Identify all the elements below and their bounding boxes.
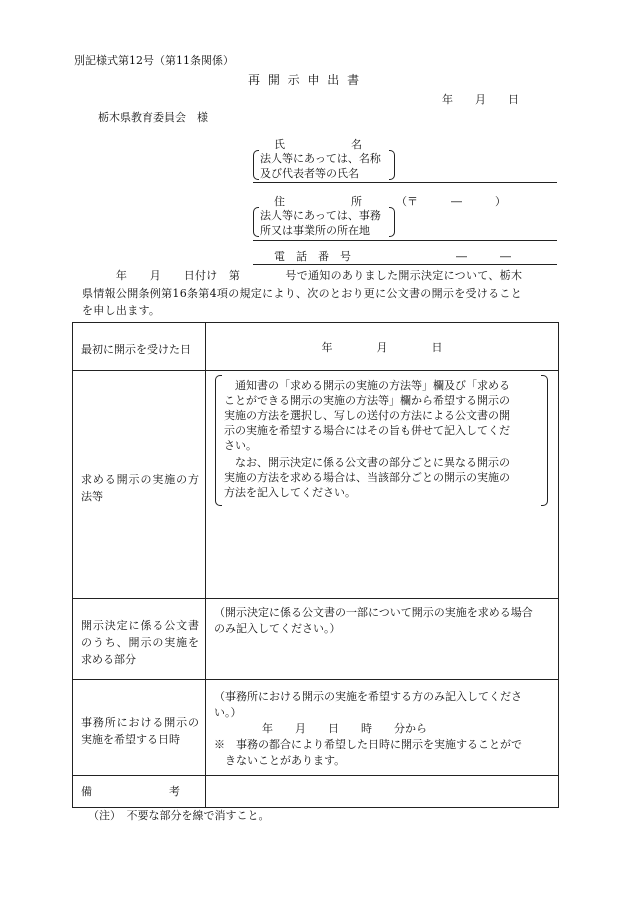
table-row [73, 323, 559, 371]
table-row [73, 371, 559, 599]
footnote: （注） 不要な部分を線で消すこと。 [88, 809, 270, 822]
datetime-caution-line1: ※ 事務の都合により希望した日時に開示を実施することがで [214, 738, 522, 751]
name-label: 氏 名 [274, 138, 362, 151]
partial-note-line2: のみ記入してください。） [214, 622, 341, 635]
partial-note-line1: （開示決定に係る公文書の一部について開示の実施を求める場合 [214, 606, 533, 619]
method-label: 求める開示の実施の方法等 [73, 371, 206, 599]
page-title: 再 開 示 申 出 書 [248, 73, 362, 87]
name-note-line2: 及び代表者等の氏名 [260, 167, 359, 180]
table-row [73, 599, 559, 680]
first-disclosure-date-cell[interactable] [206, 323, 559, 371]
method-brace-right [541, 375, 548, 506]
name-brace-left [253, 150, 259, 180]
intro-line2: 県情報公開条例第16条第4項の規定により、次のとおり更に公文書の開示を受けること [82, 287, 522, 300]
method-brace-left [215, 375, 222, 506]
method-note-line4: 示の実施を希望する場合にはその旨も併せて記入してくだ [224, 424, 510, 437]
partial-label: 開示決定に係る公文書のうち、開示の実施を求める部分 [73, 599, 206, 680]
method-cell[interactable] [206, 371, 559, 599]
name-underline [253, 182, 557, 183]
address-note-line2: 所又は事業所の所在地 [260, 224, 370, 237]
first-disclosure-date-label: 最初に開示を受けた日 [73, 323, 206, 371]
address-brace-right [389, 207, 395, 237]
table-row [73, 776, 559, 808]
address-note-line1: 法人等にあっては、事務 [260, 209, 381, 222]
form-id: 別記様式第12号（第11条関係） [74, 54, 234, 67]
request-table [72, 322, 559, 808]
address-label: 住 所 [274, 195, 362, 208]
first-disclosure-date-value: 年 月 日 [321, 341, 443, 354]
address-underline [253, 240, 557, 241]
name-note-line1: 法人等にあっては、名称 [260, 152, 381, 165]
datetime-caution-line2: きないことがあります。 [214, 754, 346, 767]
method-note-line3: 実施の方法を選択し、写しの送付の方法による公文書の開 [224, 409, 510, 422]
phone-underline [253, 264, 557, 265]
address-brace-left [253, 207, 259, 237]
method-note-line8: 方法を記入してください。 [224, 486, 356, 499]
datetime-label: 事務所における開示の実施を希望する日時 [73, 680, 206, 776]
method-note-line7: 実施の方法を求める場合は、当該部分ごとの開示の実施の [224, 471, 510, 484]
method-note-line6: なお、開示決定に係る公文書の部分ごとに異なる開示の [224, 456, 510, 469]
intro-line1: 年 月 日付け 第 号で通知のありました開示決定について、栃木 [82, 269, 523, 282]
datetime-note-line2: い。） [214, 706, 242, 719]
table-row [73, 680, 559, 776]
addressee: 栃木県教育委員会 様 [98, 111, 208, 124]
phone-format: ― ― [456, 250, 511, 263]
phone-label: 電 話 番 号 [274, 250, 351, 263]
method-note-line2: ことができる開示の実施の方法等」欄から希望する開示の [224, 394, 510, 407]
remarks-cell[interactable] [206, 776, 559, 808]
datetime-value: 年 月 日 時 分から [262, 722, 427, 735]
datetime-cell[interactable] [206, 680, 559, 776]
remarks-label: 備 考 [73, 776, 206, 808]
name-brace-right [389, 150, 395, 180]
method-note-line1: 通知書の「求める開示の実施の方法等」欄及び「求める [224, 379, 510, 392]
method-note-line5: さい。 [224, 439, 257, 452]
date-line: 年 月 日 [442, 93, 519, 106]
partial-cell[interactable] [206, 599, 559, 680]
datetime-note-line1: （事務所における開示の実施を希望する方のみ記入してくださ [214, 690, 522, 703]
postal-code: （〒 ― ） [396, 195, 506, 208]
intro-line3: を申し出ます。 [82, 304, 161, 317]
